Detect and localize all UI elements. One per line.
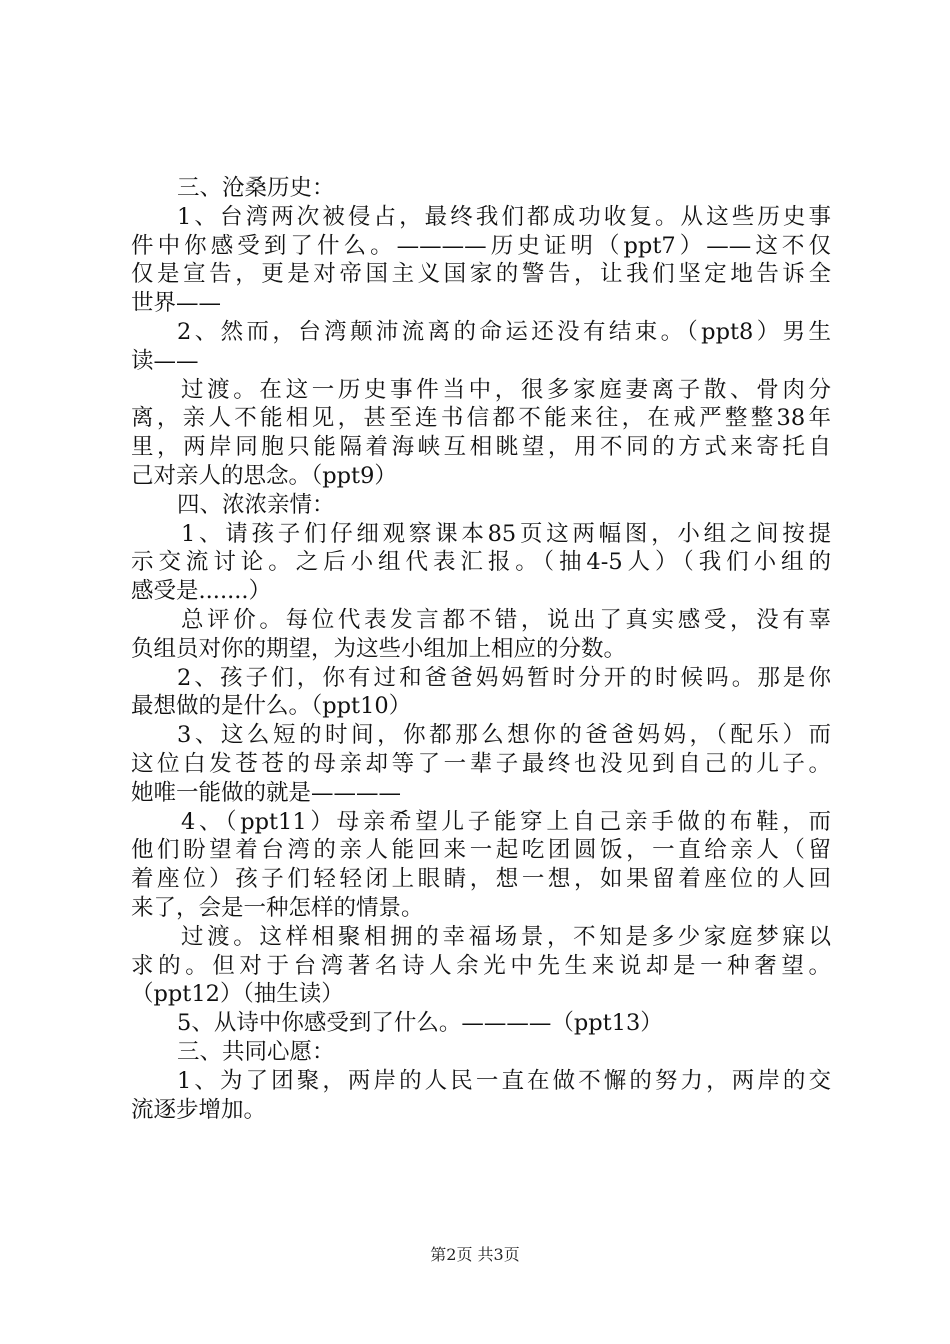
text-line: 她唯一能做的就是———— <box>131 779 402 806</box>
paragraph <box>131 1038 831 1067</box>
paragraph <box>131 520 831 606</box>
text-line: 四、浓浓亲情： <box>177 491 335 518</box>
text-line: 感受是.......） <box>131 578 272 605</box>
paragraph <box>131 491 831 520</box>
text-line: 2、孩子们，你有过和爸爸妈妈暂时分开的时候吗。那是你 <box>177 664 831 691</box>
text-line: 里，两岸同胞只能隔着海峡互相眺望，用不同的方式来寄托自 <box>131 434 831 461</box>
text-line: 1、台湾两次被侵占，最终我们都成功收复。从这些历史事 <box>177 203 831 230</box>
paragraph <box>131 923 831 1009</box>
paragraph <box>131 1009 831 1038</box>
text-line: 世界—— <box>131 290 222 317</box>
text-line: 着座位）孩子们轻轻闭上眼睛，想一想，如果留着座位的人回 <box>131 866 831 893</box>
text-line: 1、为了团聚，两岸的人民一直在做不懈的努力，两岸的交 <box>177 1067 831 1094</box>
paragraph <box>131 1067 831 1125</box>
paragraph <box>131 721 831 807</box>
paragraph <box>131 664 831 722</box>
text-line: 1、请孩子们仔细观察课本85页这两幅图，小组之间按提 <box>181 520 831 547</box>
text-line: 件中你感受到了什么。————历史证明（ppt7）——这不仅 <box>131 232 831 259</box>
text-line: 三、共同心愿： <box>177 1038 335 1065</box>
text-line: （ppt12）（抽生读） <box>131 981 344 1008</box>
text-line: 负组员对你的期望，为这些小组加上相应的分数。 <box>131 635 627 662</box>
page-footer: 第2页 共3页 <box>430 1245 520 1264</box>
text-line: 三、沧桑历史： <box>177 175 335 201</box>
text-line: 来了，会是一种怎样的情景。 <box>131 894 424 921</box>
text-line: 流逐步增加。 <box>131 1096 267 1123</box>
text-line: 示交流讨论。之后小组代表汇报。（抽4-5人）（我们小组的 <box>131 549 831 576</box>
text-line: 己对亲人的思念。（ppt9） <box>131 462 397 489</box>
text-line: 仅是宣告，更是对帝国主义国家的警告，让我们坚定地告诉全 <box>131 261 831 288</box>
text-line: 过渡。这样相聚相拥的幸福场景，不知是多少家庭梦寐以 <box>181 923 831 950</box>
paragraph <box>131 376 831 491</box>
text-line: 这位白发苍苍的母亲却等了一辈子最终也没见到自己的儿子。 <box>131 750 831 777</box>
text-line: 总评价。每位代表发言都不错，说出了真实感受，没有辜 <box>181 606 831 633</box>
paragraph <box>131 174 831 203</box>
text-line: 他们盼望着台湾的亲人能回来一起吃团圆饭，一直给亲人（留 <box>131 837 831 864</box>
text-line: 读—— <box>131 347 199 374</box>
text-line: 3、这么短的时间，你都那么想你的爸爸妈妈，（配乐）而 <box>177 722 831 749</box>
paragraph <box>131 318 831 376</box>
text-line: 离，亲人不能相见，甚至连书信都不能来往，在戒严整整38年 <box>131 405 831 432</box>
text-line: 求的。但对于台湾著名诗人余光中先生来说却是一种奢望。 <box>131 952 831 979</box>
text-line: 5、从诗中你感受到了什么。————（ppt13） <box>177 1010 663 1037</box>
text-line: 2、然而，台湾颠沛流离的命运还没有结束。（ppt8）男生 <box>177 318 831 345</box>
text-line: 最想做的是什么。（ppt10） <box>131 693 412 720</box>
text-line: 过渡。在这一历史事件当中，很多家庭妻离子散、骨肉分 <box>181 376 831 403</box>
document-body <box>131 174 831 1124</box>
text-line: 4、（ppt11）母亲希望儿子能穿上自己亲手做的布鞋，而 <box>181 808 831 835</box>
paragraph <box>131 808 831 923</box>
paragraph <box>131 606 831 664</box>
paragraph <box>131 203 831 318</box>
